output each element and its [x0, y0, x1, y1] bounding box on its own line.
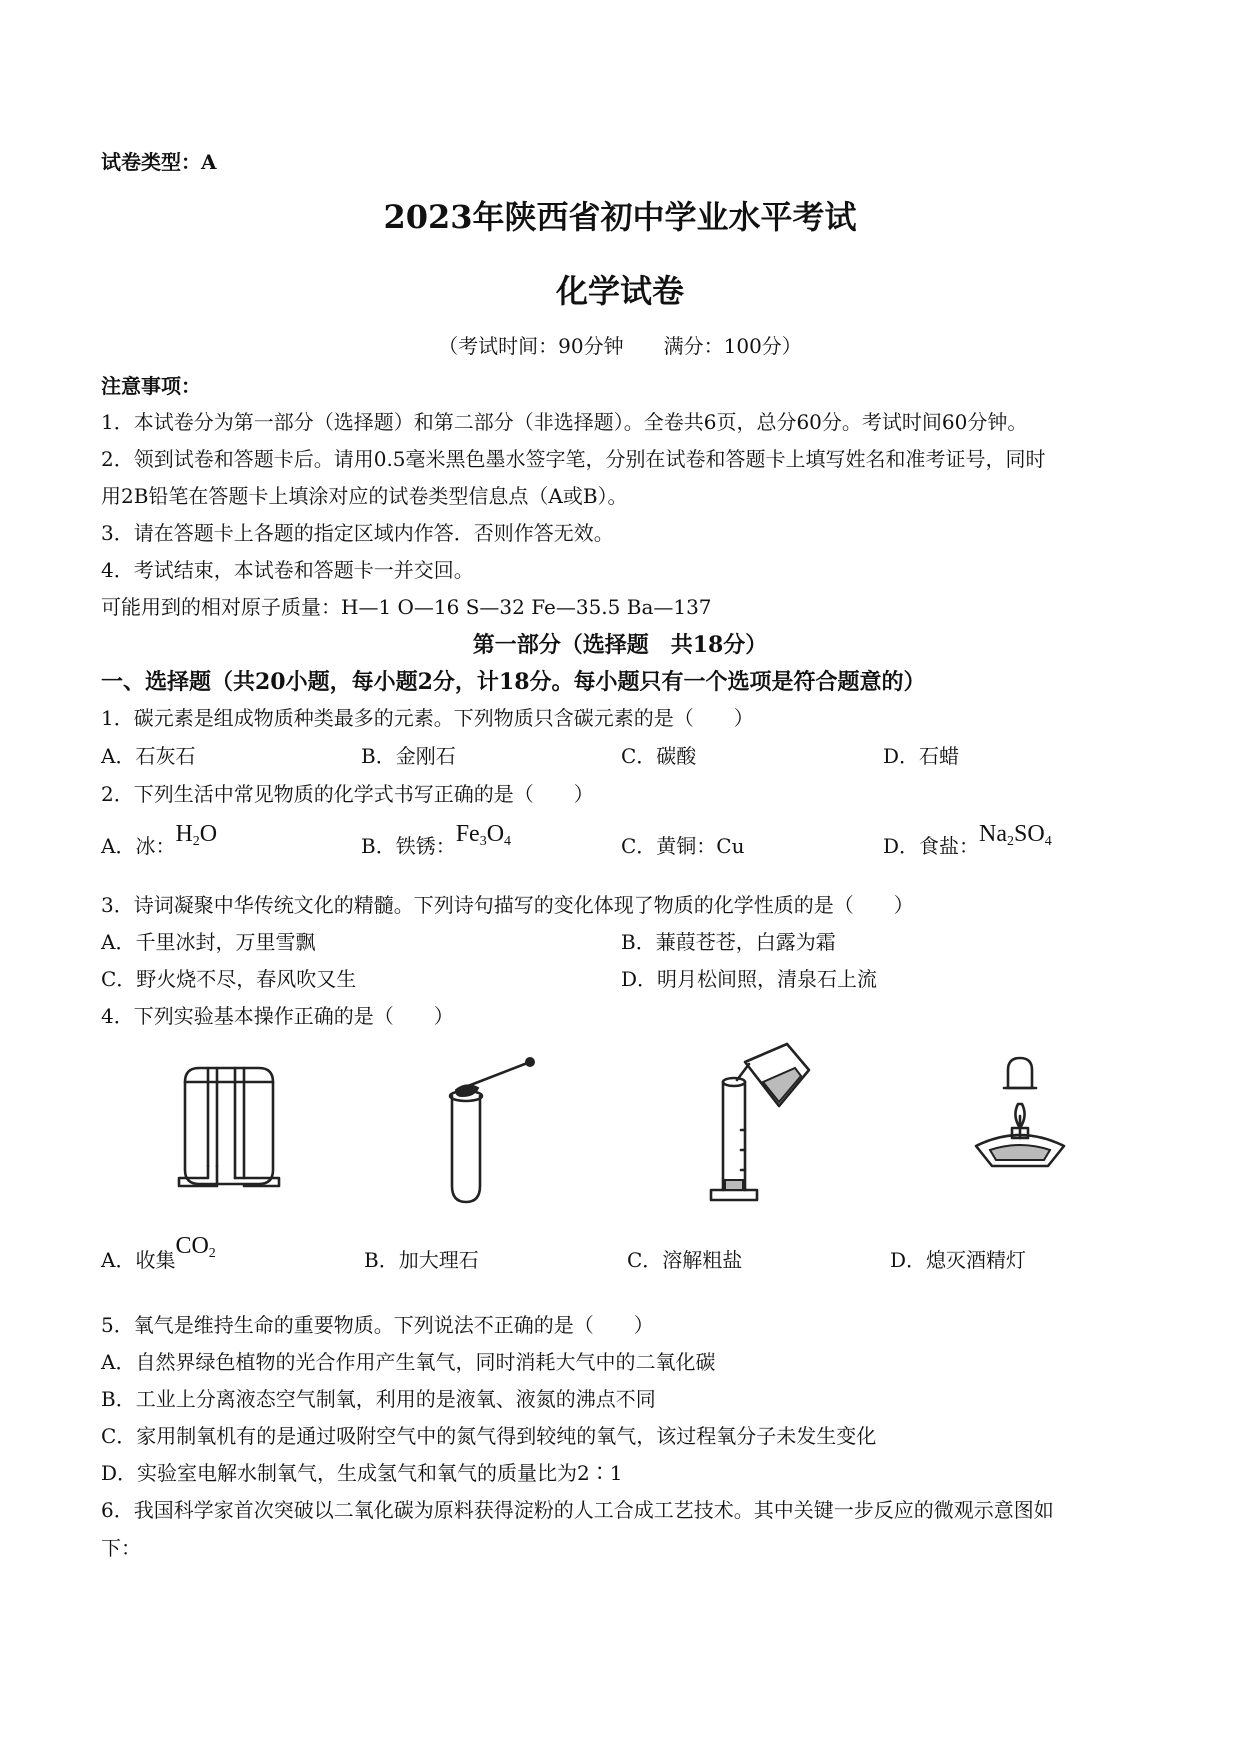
formula-h2o: $H_2O$ [175, 821, 218, 849]
formula-fe3o4: $Fe_3O_4$ [455, 821, 512, 849]
notice-heading: 注意事项： [101, 374, 201, 398]
q2-option-a-label: A．冰： [101, 834, 176, 858]
figure-add-marble [438, 1056, 548, 1206]
notice-item-3: 3．请在答题卡上各题的指定区域内作答．否则作答无效。 [101, 521, 614, 545]
q4-option-b: B．加大理石 [364, 1248, 479, 1272]
q5-option-a: A．自然界绿色植物的光合作用产生氧气，同时消耗大气中的二氧化碳 [101, 1350, 716, 1374]
notice-item-1: 1．本试卷分为第一部分（选择题）和第二部分（非选择题）。全卷共6页，总分60分。考试时间60分钟。 [101, 410, 1028, 434]
q2-option-a [101, 821, 218, 868]
exam-title: 2023年陕西省初中学业水平考试 [383, 198, 857, 236]
formula-co2: $CO_2$ [175, 1233, 216, 1261]
figure-collect-gas [175, 1062, 285, 1194]
q3-option-a: A．千里冰封，万里雪飘 [101, 930, 316, 954]
q4-option-a [101, 1233, 216, 1282]
q2-stem: 2．下列生活中常见物质的化学式书写正确的是（ ） [101, 782, 594, 806]
q1-option-b: B．金刚石 [361, 744, 456, 768]
figure-dissolve-salt [705, 1040, 815, 1205]
q3-option-d: D．明月松间照，清泉石上流 [621, 967, 878, 991]
part1-title: 第一部分（选择题 共18分） [472, 632, 768, 658]
q2-option-b-label: B．铁锈： [361, 834, 456, 858]
q2-option-b [361, 821, 512, 868]
q5-stem: 5．氧气是维持生命的重要物质。下列说法不正确的是（ ） [101, 1313, 654, 1337]
q1-option-d: D．石蜡 [883, 744, 960, 768]
q3-option-c: C．野火烧不尽，春风吹又生 [101, 967, 357, 991]
q1-option-a: A．石灰石 [101, 744, 196, 768]
exam-info: （考试时间：90分钟 满分：100分） [438, 334, 802, 358]
q4-stem: 4．下列实验基本操作正确的是（ ） [101, 1004, 454, 1028]
q2-option-c: C．黄铜：Cu [621, 834, 745, 858]
q3-stem: 3．诗词凝聚中华传统文化的精髓。下列诗句描写的变化体现了物质的化学性质的是（ ） [101, 893, 914, 917]
section-heading: 一、选择题（共20小题，每小题2分，计18分。每小题只有一个选项是符合题意的） [101, 669, 926, 695]
q5-option-d: D．实验室电解水制氧气，生成氢气和氧气的质量比为2∶1 [101, 1461, 623, 1485]
notice-item-4: 4．考试结束，本试卷和答题卡一并交回。 [101, 558, 474, 582]
q3-option-b: B．蒹葭苍苍，白露为霜 [621, 930, 836, 954]
figure-extinguish-lamp [968, 1054, 1078, 1186]
q2-option-d-label: D．食盐： [883, 834, 980, 858]
atomic-mass-line: 可能用到的相对原子质量：H—1 O—16 S—32 Fe—35.5 Ba—137 [101, 595, 712, 619]
q1-option-c: C．碳酸 [621, 744, 697, 768]
formula-na2so4: $Na_2SO_4$ [979, 821, 1052, 849]
q6-stem-cont: 下： [101, 1536, 141, 1560]
q4-option-c: C．溶解粗盐 [627, 1248, 743, 1272]
notice-item-2: 2．领到试卷和答题卡后。请用0.5毫米黑色墨水签字笔，分别在试卷和答题卡上填写姓名和准考证号，同时 [101, 447, 1046, 471]
q5-option-c: C．家用制氧机有的是通过吸附空气中的氮气得到较纯的氧气，该过程氧分子未发生变化 [101, 1424, 877, 1448]
paper-type: 试卷类型：A [101, 150, 217, 174]
exam-subtitle: 化学试卷 [555, 272, 684, 310]
q4-option-d: D．熄灭酒精灯 [890, 1248, 1027, 1272]
q5-option-b: B．工业上分离液态空气制氧，利用的是液氧、液氮的沸点不同 [101, 1387, 656, 1411]
q1-stem: 1．碳元素是组成物质种类最多的元素。下列物质只含碳元素的是（ ） [101, 706, 754, 730]
q4-option-a-label: A．收集 [101, 1248, 176, 1272]
q2-option-d [883, 821, 1052, 868]
notice-item-2-cont: 用2B铅笔在答题卡上填涂对应的试卷类型信息点（A或B）。 [101, 484, 628, 508]
q6-stem: 6．我国科学家首次突破以二氧化碳为原料获得淀粉的人工合成工艺技术。其中关键一步反应的微观示意图如 [101, 1498, 1054, 1522]
